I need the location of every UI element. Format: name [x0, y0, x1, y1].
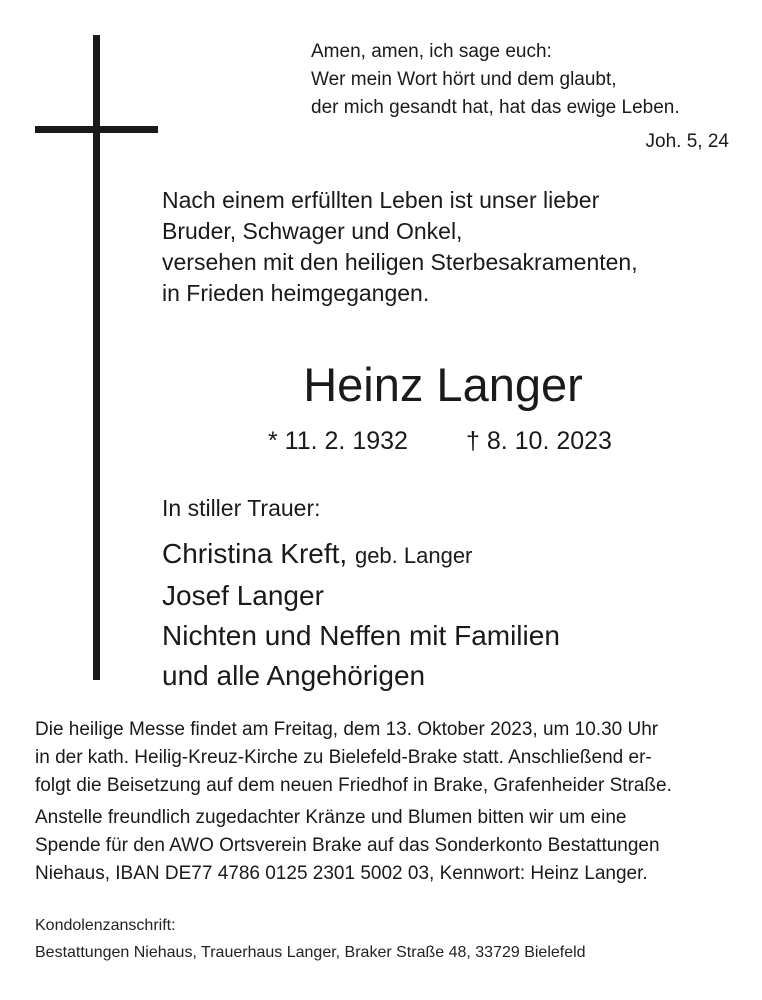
verse-source: Joh. 5, 24 — [645, 131, 729, 152]
intro-text — [162, 185, 742, 309]
intro-line: versehen mit den heiligen Sterbesakramenten, — [162, 249, 638, 275]
service-line: folgt die Beisetzung auf dem neuen Friedhof in Brake, Grafenheider Straße. — [35, 775, 672, 796]
donation-paragraph — [35, 804, 727, 888]
death-date: † 8. 10. 2023 — [466, 427, 612, 455]
intro-line: Bruder, Schwager und Onkel, — [162, 218, 463, 244]
verse-line: der mich gesandt hat, hat das ewige Leben. — [311, 97, 680, 118]
verse-line: Amen, amen, ich sage euch: — [311, 41, 552, 62]
service-paragraph — [35, 716, 727, 800]
condolence-address-text: Bestattungen Niehaus, Trauerhaus Langer, Braker Straße 48, 33729 Bielefeld — [35, 944, 586, 961]
service-line: in der kath. Heilig-Kreuz-Kirche zu Bielefeld-Brake statt. Anschließend er- — [35, 747, 652, 768]
donation-line: Anstelle freundlich zugedachter Kränze und Blumen bitten wir um eine — [35, 807, 627, 828]
mourner-item: Josef Langer — [162, 580, 324, 611]
mourning-label: In stiller Trauer: — [162, 495, 321, 521]
mourner-item — [162, 534, 742, 576]
mourner-item: Nichten und Neffen mit Familien — [162, 620, 560, 651]
intro-line: Nach einem erfüllten Leben ist unser lieber — [162, 187, 600, 213]
intro-line: in Frieden heimgegangen. — [162, 280, 430, 306]
mourner-item: und alle Angehörigen — [162, 660, 426, 691]
condolence-address — [35, 912, 586, 966]
mourners-list — [162, 534, 742, 696]
donation-line: Niehaus, IBAN DE77 4786 0125 2301 5002 03, Kennwort: Heinz Langer. — [35, 863, 648, 884]
condolence-label: Kondolenzanschrift: — [35, 917, 176, 934]
donation-line: Spende für den AWO Ortsverein Brake auf das Sonderkonto Bestattungen — [35, 835, 660, 856]
mourner-name: Christina Kreft, — [162, 538, 348, 569]
service-line: Die heilige Messe findet am Freitag, dem 13. Oktober 2023, um 10.30 Uhr — [35, 719, 659, 740]
cross-icon-bar — [35, 126, 158, 133]
mourner-note: geb. Langer — [354, 543, 473, 568]
verse-line: Wer mein Wort hört und dem glaubt, — [311, 69, 617, 90]
deceased-name: Heinz Langer — [303, 358, 583, 411]
bible-verse — [311, 38, 741, 122]
birth-date: * 11. 2. 1932 — [268, 427, 408, 455]
